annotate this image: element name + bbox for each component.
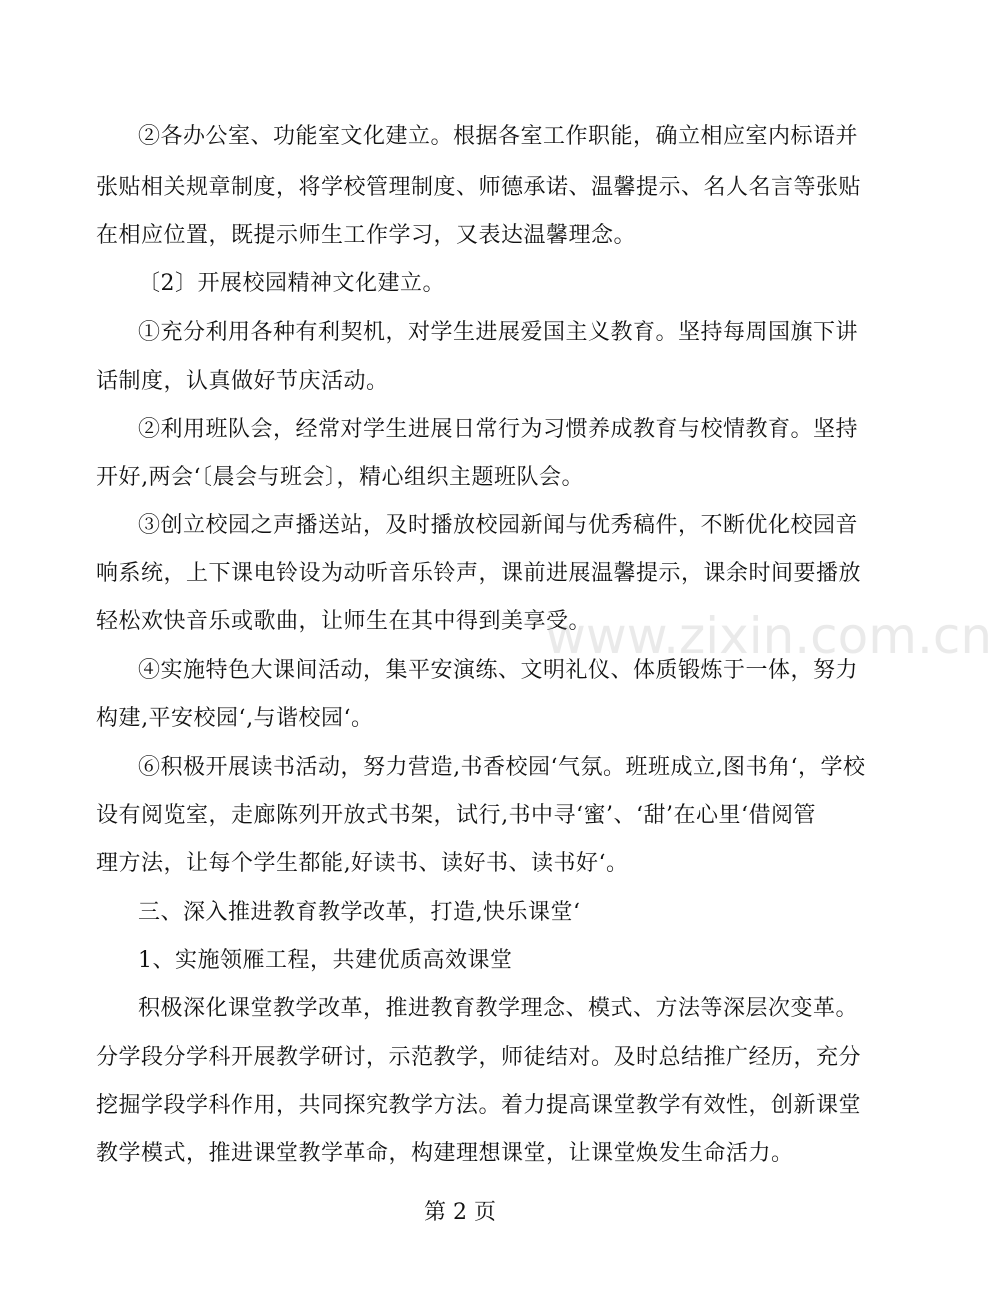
page-number: 第 2 页: [424, 1200, 496, 1225]
paragraph-line: 积极深化课堂教学改革，推进教育教学理念、模式、方法等深层次变革。: [138, 996, 859, 1021]
paragraph-line: 构建‚平安校园‘‚与谐校园‘。: [96, 706, 374, 731]
paragraph-line: ②各办公室、功能室文化建立。根据各室工作职能，确立相应室内标语并: [138, 124, 859, 149]
paragraph-line: 设有阅览室，走廊陈列开放式书架，试行‚书中寻‘蜜’、‘甜’在心里‘借阅管: [96, 803, 816, 828]
paragraph-line: 分学段分学科开展教学研讨，示范教学，师徒结对。及时总结推广经历，充分: [96, 1045, 862, 1070]
paragraph-line: ④实施特色大课间活动，集平安演练、文明礼仪、体质锻炼于一体，努力: [138, 658, 859, 683]
paragraph-line: 轻松欢快音乐或歌曲，让师生在其中得到美享受。: [96, 609, 592, 634]
watermark: www.zixin.com.cn: [545, 607, 992, 665]
paragraph-line: ①充分利用各种有利契机，对学生进展爱国主义教育。坚持每周国旗下讲: [138, 320, 859, 345]
section-heading: 〔2〕开展校园精神文化建立。: [138, 271, 445, 296]
paragraph-line: 开好‚两会‘〔晨会与班会〕，精心组织主题班队会。: [96, 465, 584, 490]
paragraph-line: 理方法，让每个学生都能‚好读书、读好书、读书好‘。: [96, 851, 629, 876]
paragraph-line: 在相应位置，既提示师生工作学习，又表达温馨理念。: [96, 223, 637, 248]
paragraph-line: 响系统，上下课电铃设为动听音乐铃声，课前进展温馨提示，课余时间要播放: [96, 561, 862, 586]
section-heading: 三、深入推进教育教学改革，打造‚快乐课堂‘: [138, 900, 581, 925]
paragraph-line: ③创立校园之声播送站，及时播放校园新闻与优秀稿件，不断优化校园音: [138, 513, 859, 538]
paragraph-line: 挖掘学段学科作用，共同探究教学方法。着力提高课堂教学有效性，创新课堂: [96, 1093, 862, 1118]
subsection-heading: 1、实施领雁工程，共建优质高效课堂: [138, 948, 513, 973]
paragraph-line: 话制度，认真做好节庆活动。: [96, 369, 389, 394]
paragraph-line: ②利用班队会，经常对学生进展日常行为习惯养成教育与校情教育。坚持: [138, 417, 859, 442]
paragraph-line: ⑥积极开展读书活动，努力营造‚书香校园‘气氛。班班成立‚图书角‘，学校: [138, 755, 866, 780]
paragraph-line: 张贴相关规章制度，将学校管理制度、师德承诺、温馨提示、名人名言等张贴: [96, 175, 862, 200]
paragraph-line: 教学模式，推进课堂教学革命，构建理想课堂，让课堂焕发生命活力。: [96, 1141, 794, 1166]
